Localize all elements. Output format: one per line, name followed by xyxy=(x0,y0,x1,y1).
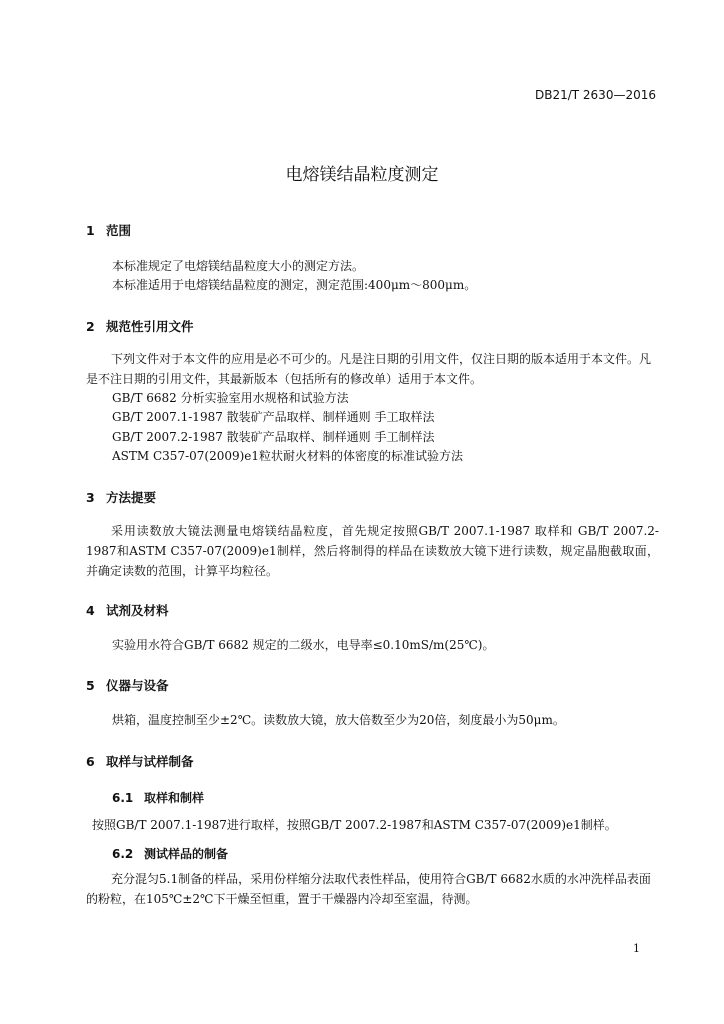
subsection-number: 6.1 xyxy=(112,791,134,805)
section-heading-2 xyxy=(86,317,194,335)
reference-item: GB/T 2007.1-1987 散装矿产品取样、制样通则 手工取样法 xyxy=(112,410,435,424)
subsection-heading-6-2 xyxy=(112,845,228,862)
sample-prep-text: 充分混匀5.1制备的样品，采用份样缩分法取代表性样品，使用符合GB/T 6682水质的水冲洗样品表面的粉粒，在105℃±2℃下干燥至恒重，置于干燥器内冷却至室温，待测。 xyxy=(86,872,651,906)
reference-item: GB/T 6682 分析实验室用水规格和试验方法 xyxy=(112,391,349,405)
references-intro: 下列文件对于本文件的应用是必不可少的。凡是注日期的引用文件，仅注日期的版本适用于本文件。凡是不注日期的引用文件，其最新版本（包括所有的修改单）适用于本文件。 xyxy=(86,352,652,386)
scope-line-2: 本标准适用于电熔镁结晶粒度的测定，测定范围:400μm～800μm。 xyxy=(112,278,477,292)
section-title: 仪器与设备 xyxy=(106,678,169,693)
sampling-text: 按照GB/T 2007.1-1987进行取样，按照GB/T 2007.2-1987和ASTM C357-07(2009)e1制样。 xyxy=(92,818,617,832)
subsection-heading-6-1 xyxy=(112,789,204,806)
section-number: 4 xyxy=(86,603,95,618)
subsection-title: 取样和制样 xyxy=(144,791,205,805)
section-heading-1 xyxy=(86,221,131,239)
page-number: 1 xyxy=(633,942,640,955)
section-heading-6 xyxy=(86,752,194,770)
reagents-text: 实验用水符合GB/T 6682 规定的二级水，电导率≤0.10mS/m(25℃)。 xyxy=(112,638,495,652)
section-heading-5 xyxy=(86,676,169,694)
scope-line-1: 本标准规定了电熔镁结晶粒度大小的测定方法。 xyxy=(112,259,365,273)
section-number: 3 xyxy=(86,490,95,505)
section-number: 5 xyxy=(86,678,95,693)
section-heading-3 xyxy=(86,488,156,506)
section-title: 范围 xyxy=(106,223,132,238)
method-summary-text: 采用读数放大镜法测量电熔镁结晶粒度，首先规定按照GB/T 2007.1-1987 取样和 GB/T 2007.2-1987和ASTM C357-07(2009)e1制样，然后将制得的样品在读数放大镜下进行读数，规定晶胞截取面，并确定读数的范围，计算平均粒径。 xyxy=(86,524,659,578)
section-title: 方法提要 xyxy=(106,490,157,505)
section-number: 1 xyxy=(86,223,95,238)
section-number: 6 xyxy=(86,754,95,769)
section-number: 2 xyxy=(86,319,95,334)
standard-code: DB21/T 2630—2016 xyxy=(534,88,656,102)
document-title: 电熔镁结晶粒度测定 xyxy=(285,165,439,185)
section-heading-4 xyxy=(86,601,169,619)
section-title: 取样与试样制备 xyxy=(106,754,194,769)
subsection-number: 6.2 xyxy=(112,847,134,861)
section-title: 试剂及材料 xyxy=(106,603,169,618)
reference-item: ASTM C357-07(2009)e1粒状耐火材料的体密度的标准试验方法 xyxy=(112,449,464,463)
reference-item: GB/T 2007.2-1987 散装矿产品取样、制样通则 手工制样法 xyxy=(112,430,435,444)
subsection-title: 测试样品的制备 xyxy=(144,847,229,861)
section-title: 规范性引用文件 xyxy=(106,319,194,334)
apparatus-text: 烘箱，温度控制至少±2℃。读数放大镜，放大倍数至少为20倍，刻度最小为50μm。 xyxy=(112,713,565,727)
